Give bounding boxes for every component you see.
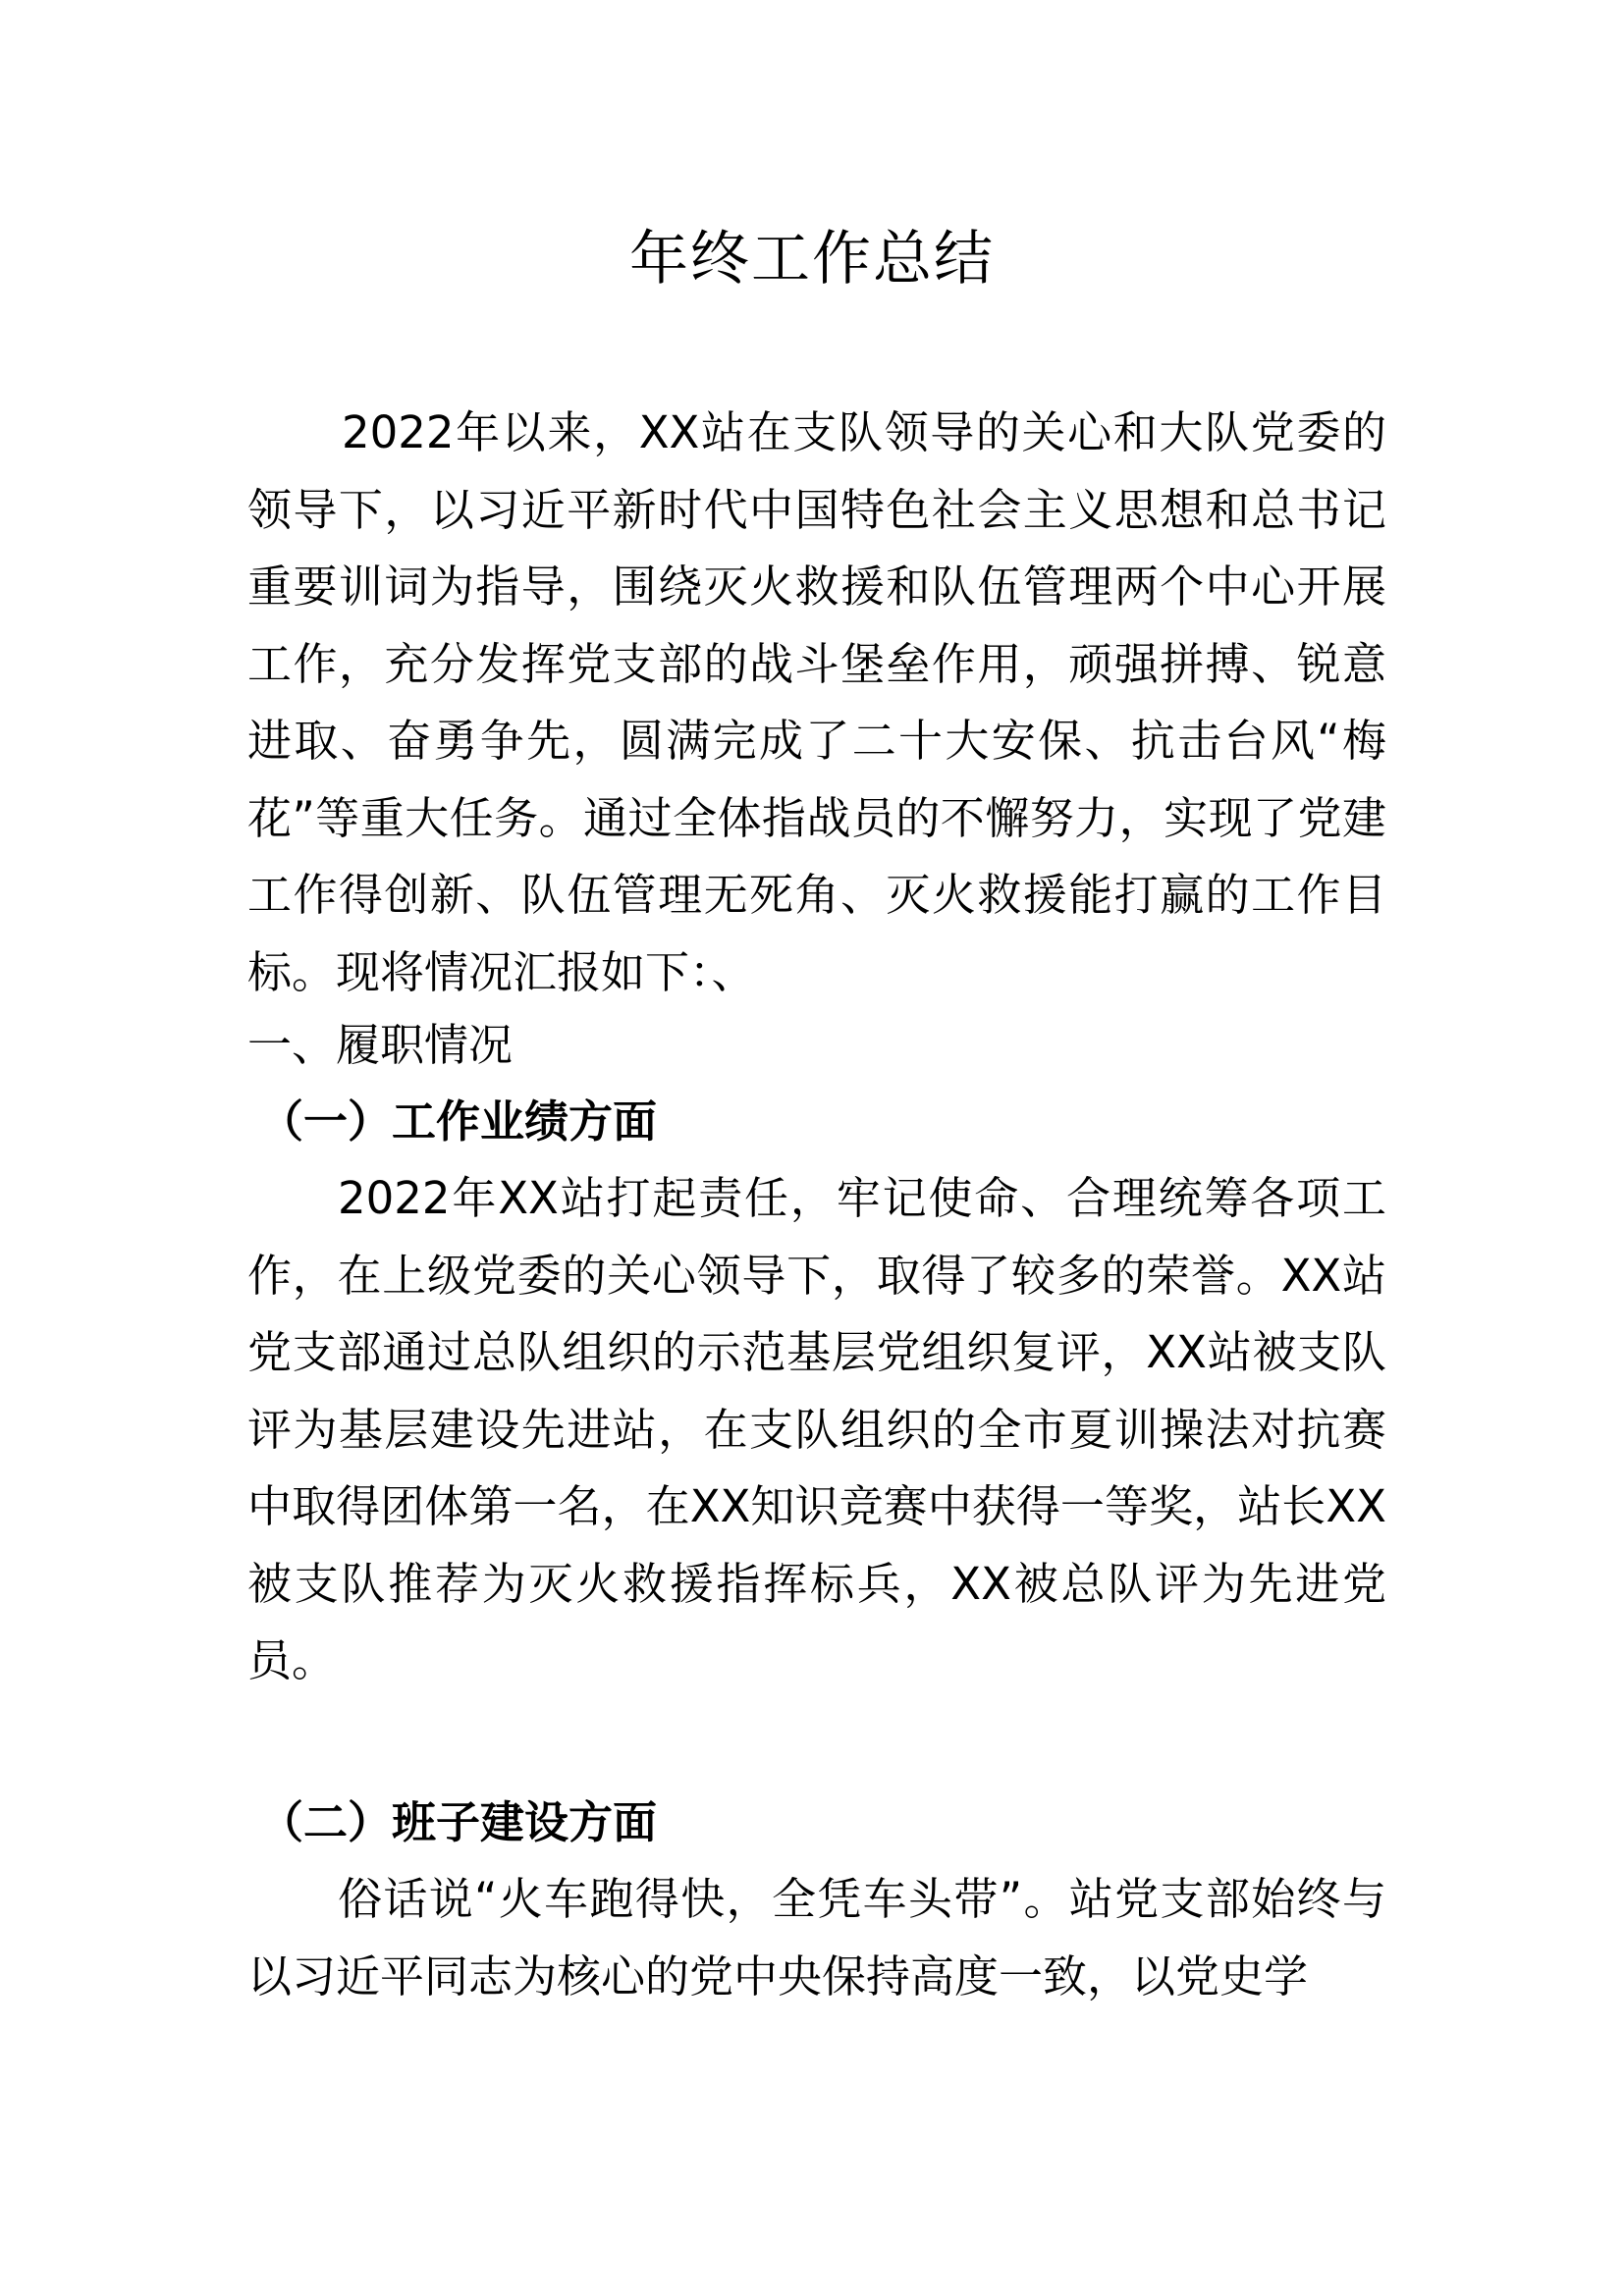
achievements-paragraph: 2022年XX站打起责任，牢记使命、合理统筹各项工作，在上级党委的关心领导下，取得了较多的荣誉。XX站党支部通过总队组织的示范基层党组织复评，XX站被支队评为基层建设先进站，在支队组织的全市夏训操法对抗赛中取得团体第一名，在XX知识竞赛中获得一等奖，站长XX被支队推荐为灭火救援指挥标兵，XX被总队评为先进党员。 bbox=[247, 1172, 1386, 1686]
subsection-heading-team-building: （二）班子建设方面 bbox=[259, 1796, 658, 1848]
team-building-paragraph: 俗话说“火车跑得快，全凭车头带”。站党支部始终与以习近平同志为核心的党中央保持高度一致，以党史学 bbox=[247, 1873, 1386, 2002]
intro-paragraph: 2022年以来，XX站在支队领导的关心和大队党委的领导下，以习近平新时代中国特色社会主义思想和总书记重要训词为指导，围绕灭火救援和队伍管理两个中心开展工作，充分发挥党支部的战斗堡垒作用，顽强拼搏、锐意进取、奋勇争先，圆满完成了二十大安保、抗击台风“梅花”等重大任务。通过全体指战员的不懈努力，实现了党建工作得创新、队伍管理无死角、灭火救援能打赢的工作目标。现将情况汇报如下：、 bbox=[247, 406, 1386, 998]
subsection-heading-achievements: （一）工作业绩方面 bbox=[259, 1095, 658, 1148]
section-heading-performance: 一、履职情况 bbox=[247, 1019, 514, 1071]
document-title: 年终工作总结 bbox=[629, 225, 995, 294]
